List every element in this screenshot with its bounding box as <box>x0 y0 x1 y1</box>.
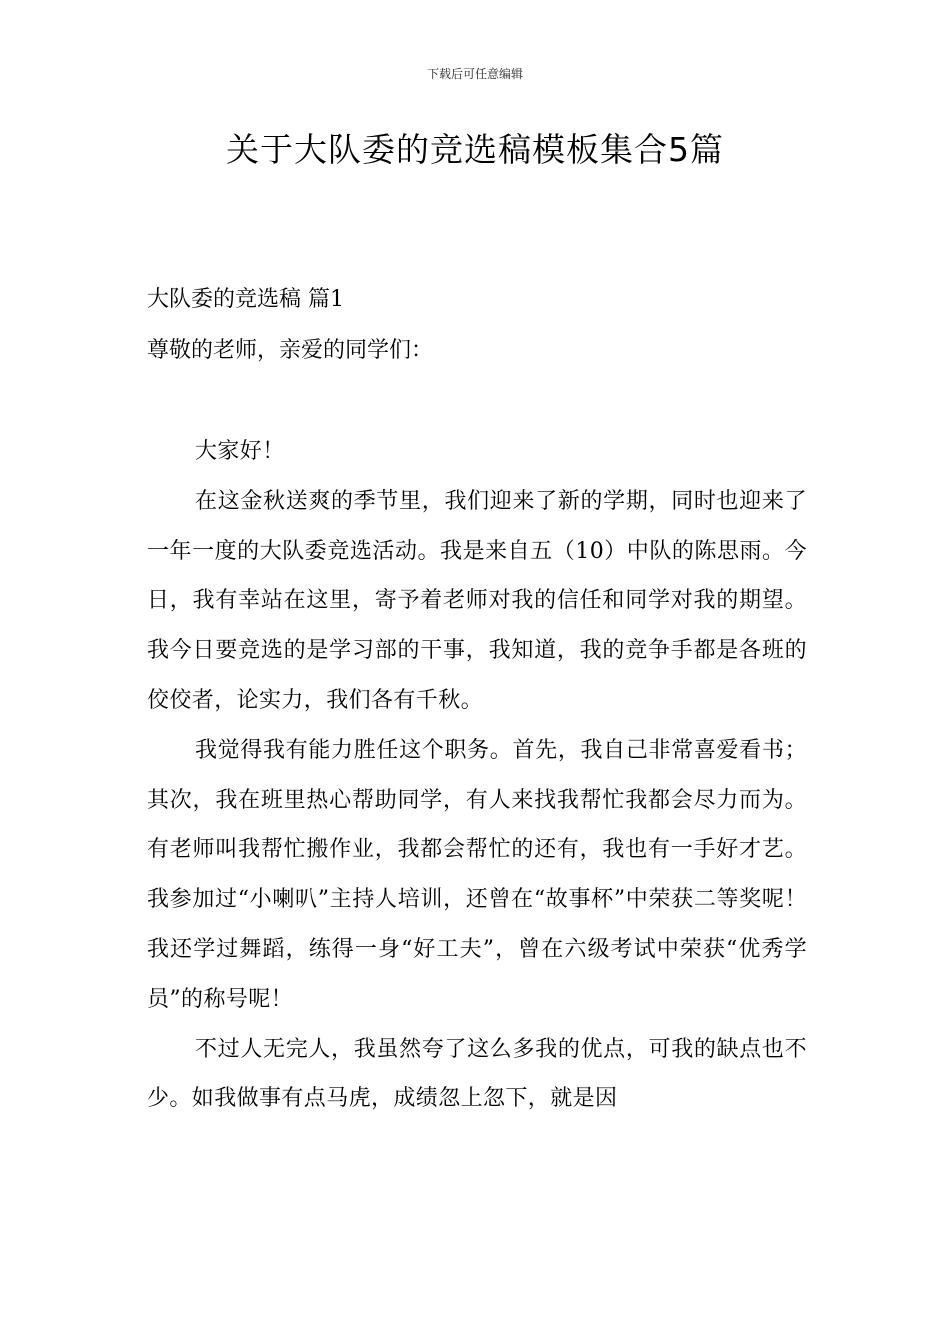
paragraph-greeting: 大家好！ <box>195 439 285 464</box>
paragraph-introduction: 在这金秋送爽的季节里，我们迎来了新的学期，同时也迎来了一年一度的大队委竞选活动。我是来自五（10）中队的陈思雨。今日，我有幸站在这里，寄予着老师对我的信任和同学对我的期望。我今日要竞选的是学习部的干事，我知道，我的竞争手都是各班的佼佼者，论实力，我们各有千秋。 <box>147 488 807 713</box>
body-text <box>147 427 807 1124</box>
paragraph-weaknesses: 不过人无完人，我虽然夸了这么多我的优点，可我的缺点也不少。如我做事有点马虎，成绩忽上忽下，就是因 <box>147 1036 807 1112</box>
header-note: 下载后可任意编辑 <box>426 67 523 81</box>
section-heading: 大队委的竞选稿 篇1 <box>147 287 344 312</box>
document-title: 关于大队委的竞选稿模板集合5篇 <box>226 130 724 169</box>
greeting-line: 尊敬的老师，亲爱的同学们： <box>147 338 434 363</box>
paragraph-strengths: 我觉得我有能力胜任这个职务。首先，我自己非常喜爱看书；其次，我在班里热心帮助同学，有人来找我帮忙我都会尽力而为。有老师叫我帮忙搬作业，我都会帮忙的还有，我也有一手好才艺。我参加过“小喇叭”主持人培训，还曾在“故事杯”中荣获二等奖呢！我还学过舞蹈，练得一身“好工夫”，曾在六级考试中荣获“优秀学员”的称号呢！ <box>147 737 807 1012</box>
